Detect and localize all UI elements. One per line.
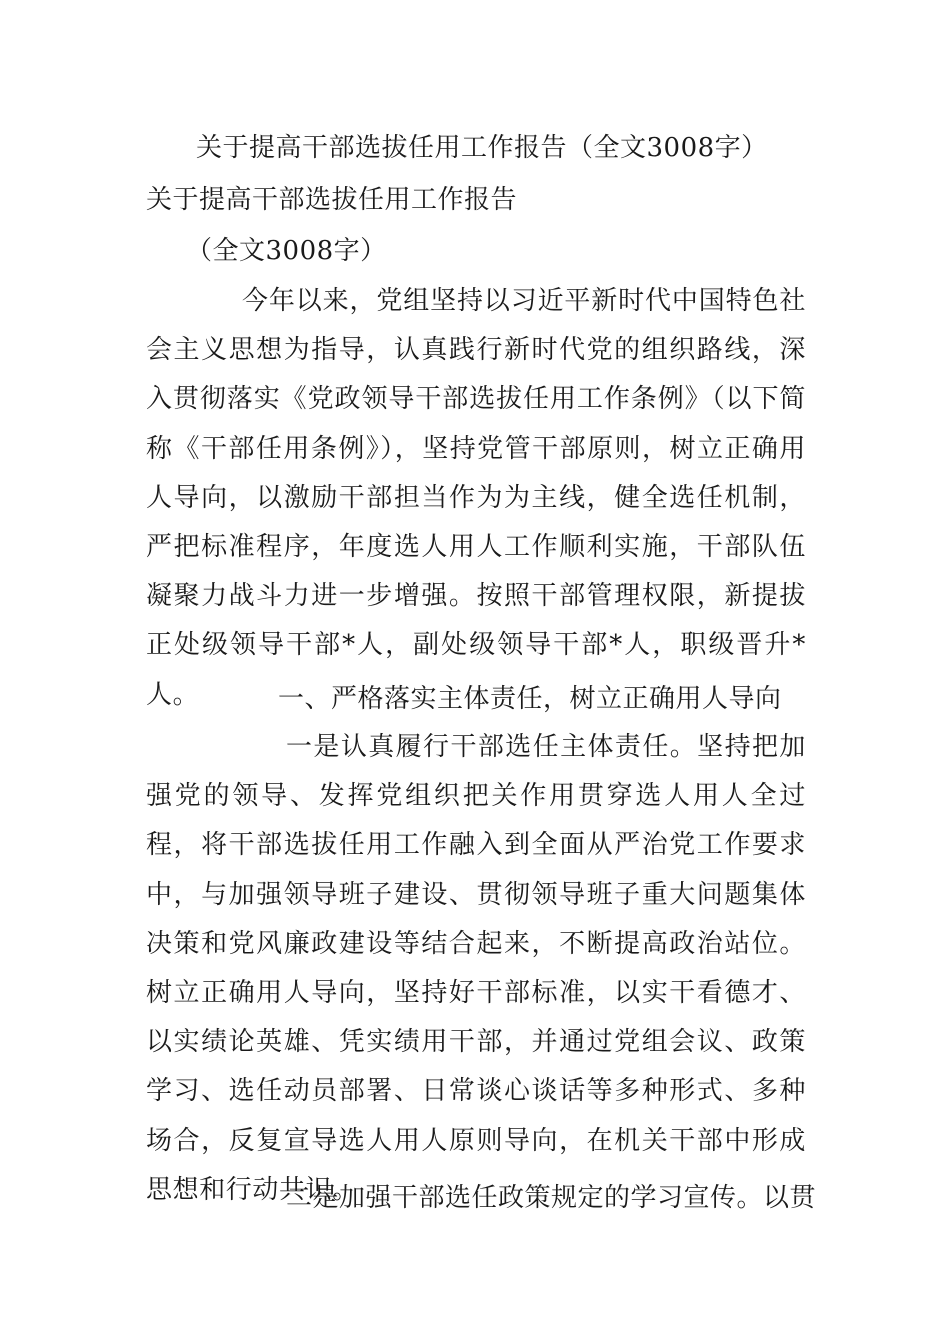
section-1-heading: 一、严格落实主体责任，树立正确用人导向 [278,684,782,714]
document-title: 关于提高干部选拔任用工作报告 [146,185,518,215]
intro-paragraph: 今年以来，党组坚持以习近平新时代中国特色社会主义思想为指导，认真践行新时代党的组织路线，深入贯彻落实《党政领导干部选拔任用工作条例》（以下简称《干部任用条例》），坚持党管干部原则，树立正确用人导向，以激励干部担当作为为主线，健全选任机制，严把标准程序，年度选人用人工作顺利实施，干部队伍凝聚力战斗力进一步增强。按照干部管理权限，新提拔正处级领导干部*人，副处级领导干部*人，职级晋升*人。 [146,286,806,710]
header-title: 关于提高干部选拔任用工作报告（全文3008字） [196,133,768,163]
section-1-paragraph-2: 二是加强干部选任政策规定的学习宣传。以贯 [286,1183,817,1213]
document-subtitle: （全文3008字） [186,236,387,266]
section-1-paragraph-1: 一是认真履行干部选任主体责任。坚持把加强党的领导、发挥党组织把关作用贯穿选人用人全过程，将干部选拔任用工作融入到全面从严治党工作要求中，与加强领导班子建设、贯彻领导班子重大问题集体决策和党风廉政建设等结合起来，不断提高政治站位。树立正确用人导向，坚持好干部标准，以实干看德才、以实绩论英雄、凭实绩用干部，并通过党组会议、政策学习、选任动员部署、日常谈心谈话等多种形式、多种场合，反复宣导选人用人原则导向，在机关干部中形成思想和行动共识。 [146,732,806,1205]
